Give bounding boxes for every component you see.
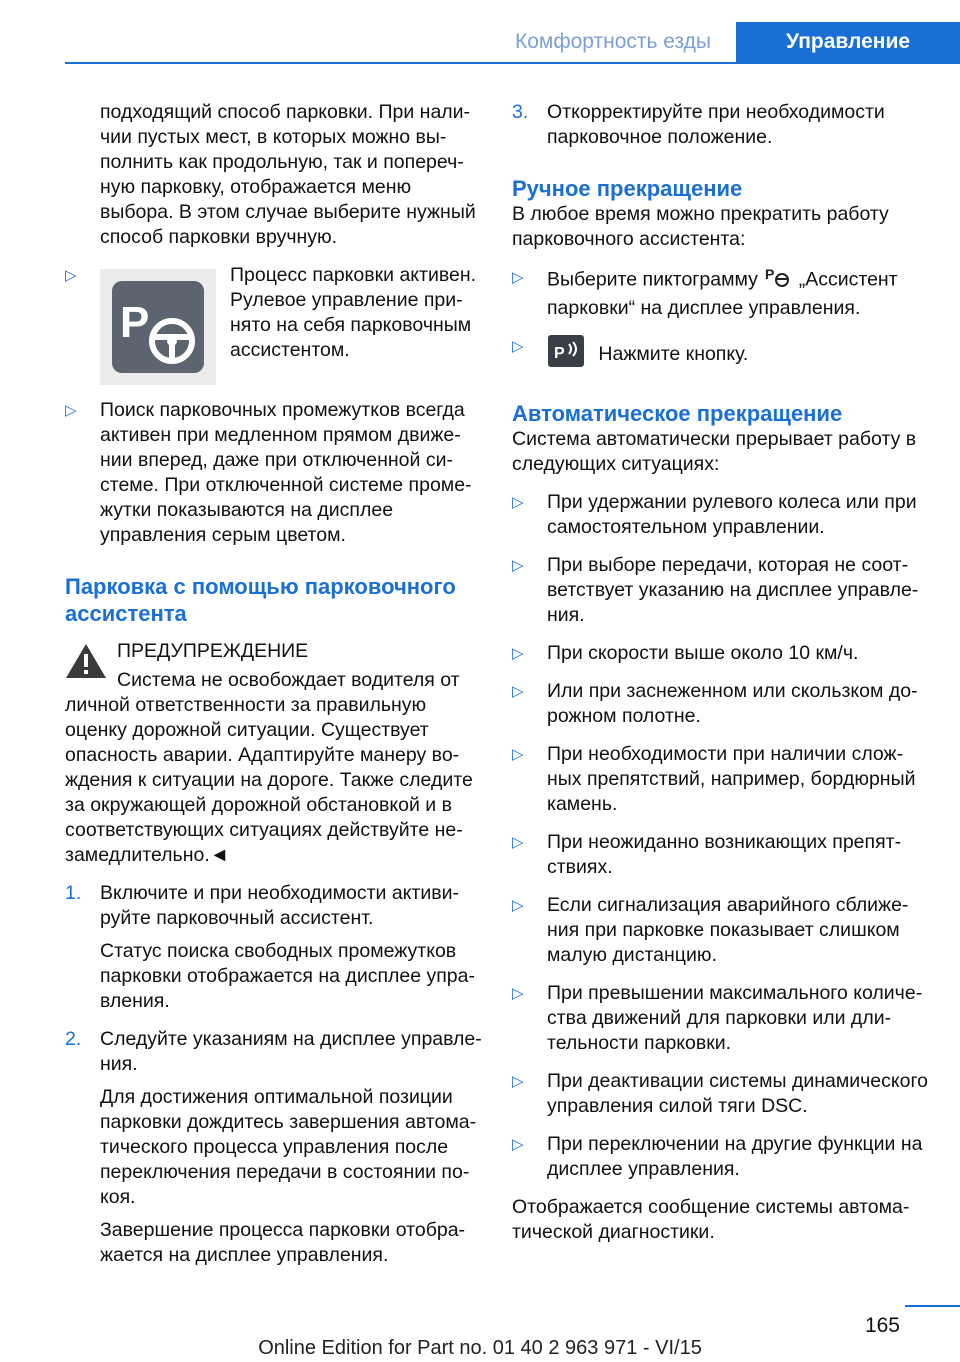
bullet-marker: ▷ <box>512 1136 524 1153</box>
auto-stop-item: ▷ При неожиданно возникающих препят- ствиях. <box>512 831 902 878</box>
text-line: жается на дисплее управления. <box>100 1244 389 1266</box>
header-rule <box>65 62 960 64</box>
bullet-marker: ▷ <box>512 683 524 700</box>
auto-stop-item: ▷ При деактивации системы динамического управления силой тяги DSC. <box>512 1070 929 1117</box>
text-line: тического процесса управления после <box>100 1136 449 1158</box>
parking-assistant-pictogram-icon <box>763 265 793 296</box>
text-line: Для достижения оптимальной позиции <box>100 1086 453 1108</box>
manual-bullet-select-icon: ▷ Выберите пиктограмму P „Ассистент парковки“ на дисплее управления. <box>512 265 932 321</box>
text-line: следующих ситуациях: <box>512 453 720 475</box>
auto-stop-item: ▷ При необходимости при наличии слож- ных препятствий, например, бордюрный камень. <box>512 743 916 815</box>
footer-rule <box>905 1305 960 1307</box>
text-line: Завершение процесса парковки отобра- <box>100 1219 466 1241</box>
text-line: вления. <box>100 990 170 1012</box>
text-line: соответствующих ситуациях действуйте не- <box>65 819 463 841</box>
parking-assistant-active-icon <box>100 269 216 385</box>
right-column <box>512 100 932 1245</box>
auto-stop-item: ▷ Если сигнализация аварийного сближе- ния при парковке показывает слишком малую дистанцию. <box>512 894 909 966</box>
bullet-marker: ▷ <box>512 494 524 511</box>
text-line: оценку дорожной ситуации. Существует <box>65 719 429 741</box>
warning-triangle-icon <box>65 643 107 686</box>
edition-footer: Online Edition for Part no. 01 40 2 963 971 - VI/15 <box>258 1337 702 1359</box>
text-line: парковочное положение. <box>547 126 773 148</box>
text-line: Система не освобождает водителя от <box>117 669 460 691</box>
text-line: опасность аварии. Адаптируйте манеру во- <box>65 744 460 766</box>
bullet-marker: ▷ <box>65 267 77 284</box>
bullet-marker: ▷ <box>512 746 524 763</box>
warning-title: ПРЕДУПРЕЖДЕНИЕ <box>117 640 309 662</box>
bullet-parking-active <box>65 263 485 385</box>
text-line: Следуйте указаниям на дисплее управле- <box>100 1028 482 1050</box>
auto-stop-item: ▷ При выборе передачи, которая не соот- ветствует указанию на дисплее управле- ния. <box>512 554 919 626</box>
text-line: жутки показываются на дисплее <box>100 499 394 521</box>
auto-stop-item: ▷ При превышении максимального количе- ства движений для парковки или дли- тельности парковки. <box>512 982 923 1054</box>
text-line: управления серым цветом. <box>100 524 346 546</box>
bullet-marker: ▷ <box>512 985 524 1002</box>
svg-text:P: P <box>120 298 150 347</box>
text-line: полнить как продольную, так и попереч- <box>100 151 464 173</box>
step-number: 1. <box>65 882 82 904</box>
bullet-marker: ▷ <box>65 402 77 419</box>
text-line: Включите и при необходимости активи- <box>100 882 459 904</box>
bullet-marker: ▷ <box>512 338 524 355</box>
header-chapter-tab: Управление <box>736 22 960 62</box>
section-heading-manual-stop: Ручное прекращение <box>512 176 743 201</box>
step-number: 3. <box>512 101 529 123</box>
bullet-marker: ▷ <box>512 834 524 851</box>
text-line: способ парковки вручную. <box>100 226 338 248</box>
text-line: ассистентом. <box>230 339 350 361</box>
text-line: парковочного ассистента: <box>512 228 746 250</box>
text-line: ждения к ситуации на дороге. Также следите <box>65 769 473 791</box>
text-line: парковки отображается на дисплее упра- <box>100 965 475 987</box>
bullet-marker: ▷ <box>512 557 524 574</box>
text-line: переключения передачи в состоянии по- <box>100 1161 470 1183</box>
parking-assistant-button-icon <box>547 334 585 375</box>
text-line: подходящий способ парковки. При нали- <box>100 101 471 123</box>
auto-stop-item: ▷ При переключении на другие функции на дисплее управления. <box>512 1133 923 1180</box>
auto-stop-item: ▷ При скорости выше около 10 км/ч. <box>512 642 859 664</box>
text-line: нии вперед, даже при отключенной си- <box>100 449 453 471</box>
text-line: выбора. В этом случае выберите нужный <box>100 201 476 223</box>
section-heading-parking-with-assistant: Парковка с помощью парковочного ассистента <box>65 574 456 626</box>
text-line: Процесс парковки активен. <box>230 264 477 286</box>
text-line: парковки“ на дисплее управления. <box>547 297 861 319</box>
text-line: ния. <box>100 1053 138 1075</box>
manual-bullet-press-button: ▷ P Нажмите кнопку. <box>512 334 932 375</box>
closing-text: тической диагностики. <box>512 1221 715 1243</box>
bullet-search-active <box>65 398 485 548</box>
page-number: 165 <box>864 1314 900 1337</box>
text-line: за окружающей дорожной обстановкой и в <box>65 794 452 816</box>
text-line: личной ответственности за правильную <box>65 694 427 716</box>
text-line: Система автоматически прерывает работу в <box>512 428 917 450</box>
text-line: активен при медленном прямом движе- <box>100 424 461 446</box>
svg-text:P: P <box>554 345 565 362</box>
bullet-marker: ▷ <box>512 645 524 662</box>
intro-paragraph <box>65 100 485 250</box>
text-line: В любое время можно прекратить работу <box>512 203 889 225</box>
text-line: коя. <box>100 1186 136 1208</box>
text-line: стеме. При отключенной системе проме- <box>100 474 472 496</box>
text-line: Статус поиска свободных промежутков <box>100 940 457 962</box>
text-line: чии пустых мест, в которых можно вы- <box>100 126 447 148</box>
text-line: ную парковку, отображается меню <box>100 176 412 198</box>
closing-text: Отображается сообщение системы автома- <box>512 1196 910 1218</box>
bullet-marker: ▷ <box>512 1073 524 1090</box>
step-2 <box>65 1027 485 1268</box>
bullet-marker: ▷ <box>512 269 524 286</box>
text-line: замедлительно.◄ <box>65 844 230 866</box>
header-section-title: Комфортность езды <box>514 30 712 53</box>
text-line: Поиск парковочных промежутков всегда <box>100 399 465 421</box>
text-line: нято на себя парковочным <box>230 314 472 336</box>
step-1 <box>65 881 485 1014</box>
text-line: парковки дождитесь завершения автома- <box>100 1111 477 1133</box>
text-line: Откорректируйте при необходимости <box>547 101 885 123</box>
left-column <box>65 100 485 1268</box>
step-3 <box>512 100 932 150</box>
text-line: руйте парковочный ассистент. <box>100 907 374 929</box>
text-line: Рулевое управление при- <box>230 289 463 311</box>
auto-stop-item: ▷ При удержании рулевого колеса или при самостоятельном управлении. <box>512 491 917 538</box>
step-number: 2. <box>65 1028 82 1050</box>
svg-text:P: P <box>765 266 775 282</box>
warning-block <box>65 639 485 868</box>
section-heading-automatic-stop: Автоматическое прекращение <box>512 401 843 426</box>
bullet-marker: ▷ <box>512 897 524 914</box>
auto-stop-item: ▷ Или при заснеженном или скользком до- рожном полотне. <box>512 680 918 727</box>
